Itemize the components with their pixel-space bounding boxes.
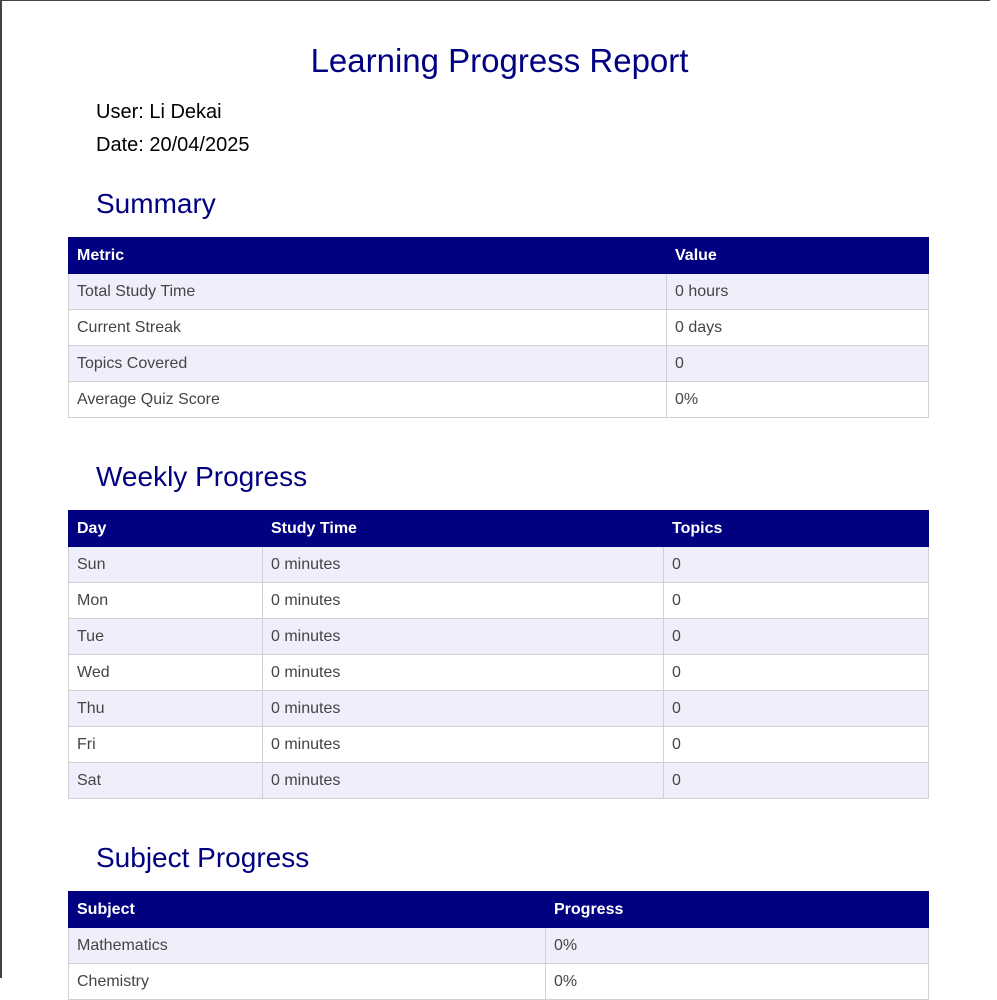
progress-cell: 0% (546, 928, 929, 964)
study-time-cell: 0 minutes (263, 619, 664, 655)
column-header: Day (69, 511, 263, 547)
day-cell: Thu (69, 691, 263, 727)
topics-cell: 0 (664, 691, 929, 727)
metric-cell: Total Study Time (69, 274, 667, 310)
column-header: Progress (546, 892, 929, 928)
weekly-heading: Weekly Progress (96, 461, 308, 492)
table-row (69, 583, 929, 619)
day-cell: Wed (69, 655, 263, 691)
topics-cell: 0 (664, 763, 929, 799)
day-cell: Sat (69, 763, 263, 799)
metric-cell: Average Quiz Score (69, 382, 667, 418)
topics-cell: 0 (664, 547, 929, 583)
table-row (69, 547, 929, 583)
day-cell: Tue (69, 619, 263, 655)
study-time-cell: 0 minutes (263, 763, 664, 799)
summary-header-row (69, 238, 929, 274)
subjects-heading: Subject Progress (96, 842, 310, 873)
study-time-cell: 0 minutes (263, 583, 664, 619)
subject-cell: Mathematics (69, 928, 546, 964)
column-header: Subject (69, 892, 546, 928)
topics-cell: 0 (664, 619, 929, 655)
user-line: User: Li Dekai (96, 101, 222, 123)
progress-cell: 0% (546, 964, 929, 1000)
study-time-cell: 0 minutes (263, 547, 664, 583)
table-row (69, 928, 929, 964)
table-row (69, 382, 929, 418)
column-header: Study Time (263, 511, 664, 547)
study-time-cell: 0 minutes (263, 691, 664, 727)
day-cell: Fri (69, 727, 263, 763)
study-time-cell: 0 minutes (263, 655, 664, 691)
subjects-table (68, 891, 929, 1000)
table-row (69, 655, 929, 691)
table-row (69, 346, 929, 382)
column-header: Topics (664, 511, 929, 547)
value-cell: 0 hours (667, 274, 929, 310)
page-title: Learning Progress Report (310, 42, 689, 79)
summary-table (68, 237, 929, 418)
value-cell: 0% (667, 382, 929, 418)
metric-cell: Current Streak (69, 310, 667, 346)
topics-cell: 0 (664, 655, 929, 691)
column-header: Value (667, 238, 929, 274)
table-row (69, 619, 929, 655)
day-cell: Mon (69, 583, 263, 619)
table-row (69, 727, 929, 763)
topics-cell: 0 (664, 727, 929, 763)
subject-cell: Chemistry (69, 964, 546, 1000)
table-row (69, 964, 929, 1000)
topics-cell: 0 (664, 583, 929, 619)
study-time-cell: 0 minutes (263, 727, 664, 763)
day-cell: Sun (69, 547, 263, 583)
value-cell: 0 days (667, 310, 929, 346)
weekly-table (68, 510, 929, 799)
table-row (69, 310, 929, 346)
table-row (69, 763, 929, 799)
weekly-header-row (69, 511, 929, 547)
table-row (69, 274, 929, 310)
subjects-header-row (69, 892, 929, 928)
summary-heading: Summary (96, 188, 216, 219)
value-cell: 0 (667, 346, 929, 382)
metric-cell: Topics Covered (69, 346, 667, 382)
table-row (69, 691, 929, 727)
column-header: Metric (69, 238, 667, 274)
date-line: Date: 20/04/2025 (96, 134, 250, 156)
